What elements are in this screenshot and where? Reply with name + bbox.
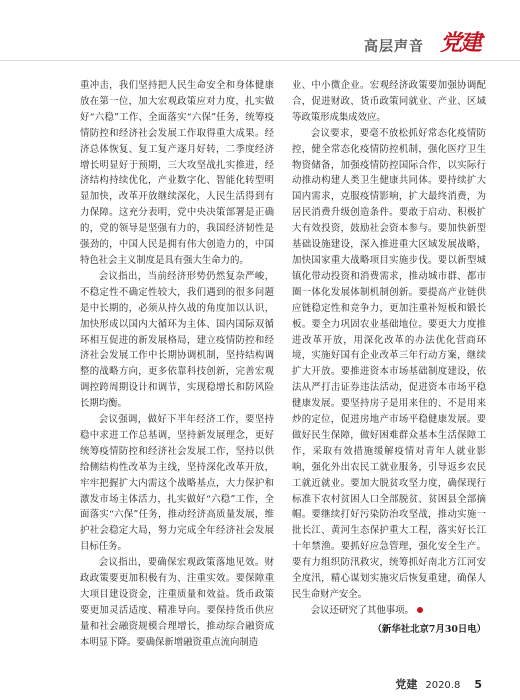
paragraph: 会议强调，做好下半年经济工作，要坚持稳中求进工作总基调，坚持新发展理念，更好统筹疫情防控和经济社会发展工作，坚持以供给侧结构性改革为主线，坚持深化改革开放，牢牢把握扩大内需这个战略基点，大力保护和激发市场主体活力，扎实做好“六稳”工作，全面落实“六保”任务，推动经济高质量发展，维护社会稳定大局，努力完成全年经济社会发展目标任务。 — [80, 414, 274, 553]
closing-text: 会议还研究了其他事项。 — [310, 604, 414, 616]
footer-magazine-name: 党建 — [395, 678, 418, 691]
footer-issue: 2020.8 — [425, 680, 461, 691]
right-column — [292, 78, 486, 662]
page-header — [0, 0, 520, 62]
header-divider — [0, 60, 520, 61]
news-source: （新华社北京7月30日电） — [372, 623, 486, 635]
closing-paragraph — [292, 603, 486, 619]
page-number: 5 — [474, 678, 482, 691]
page-footer — [395, 676, 482, 692]
left-column — [80, 78, 274, 662]
magazine-logo: 党建 — [439, 30, 480, 56]
paragraph: 会议指出，要确保宏观政策落地见效。财政政策要更加积极有为、注重实效。要保障重大项目建设资金，注重质量和效益。货币政策要更加灵活适度、精准导向。要保持货币供应量和社会融资规模合理增长，推动综合融资成本明显下降。要确保新增融资重点流向制造 — [80, 557, 274, 648]
paragraph: 会议要求，要毫不放松抓好常态化疫情防控，健全常态化疫情防控机制，强化医疗卫生物资储备，加强疫情防控国际合作，以实际行动推动构建人类卫生健康共同体。要持续扩大国内需求，克服疫情影响，扩大最终消费，为居民消费升级创造条件。要敢于启动、积极扩大有效投资，鼓励社会资本参与。要加快新型基础设施建设，深入推进重大区域发展战略，加快国家重大战略项目实施步伐。要以新型城镇化带动投资和消费需求，推动城市群、都市圈一体化发展体制机制创新。要提高产业链供应链稳定性和竞争力，更加注重补短板和锻长板。要全力巩固农业基础地位。要更大力度推进改革开放，用深化改革的办法优化营商环境，实施好国有企业改革三年行动方案，继续扩大开放。要推进资本市场基础制度建设，依法从严打击证券违法活动，促进资本市场平稳健康发展。要坚持房子是用来住的、不是用来炒的定位，促进房地产市场平稳健康发展。要做好民生保障，做好困难群众基本生活保障工作，采取有效措施缓解疫情对青年人就业影响，强化外出农民工就业服务，引导返乡农民工就近就业。要加大脱贫攻坚力度，确保现行标准下农村贫困人口全部脱贫、贫困县全部摘帽。要继续打好污染防治攻坚战，推动实施一批长江、黄河生态保护重大工程，落实好长江十年禁渔。要抓好应急管理，强化安全生产。要有力组织防汛救灾，统筹抓好南北方江河安全度汛，精心谋划实施灾后恢复重建，确保人民生命财产安全。 — [292, 127, 486, 600]
article-body — [80, 78, 486, 662]
paragraph: 会议指出，当前经济形势仍然复杂严峻，不稳定性不确定性较大，我们遇到的很多问题是中长期的，必须从持久战的角度加以认识，加快形成以国内大循环为主体、国内国际双循环相互促进的新发展格局，建立疫情防控和经济社会发展工作中长期协调机制，坚持结构调整的战略方向，更多依靠科技创新，完善宏观调控跨周期设计和调节，实现稳增长和防风险长期均衡。 — [80, 270, 274, 410]
paragraph: 重冲击，我们坚持把人民生命安全和身体健康放在第一位，加大宏观政策应对力度，扎实做好“六稳”工作、全面落实“六保”任务，统筹疫情防控和经济社会发展工作取得重大成果。经济总体恢复、复工复产逐月好转，二季度经济增长明显好于预期，三大攻坚战扎实推进，经济结构持续优化，产业数字化、智能化转型明显加快，改革开放继续深化，人民生活得到有力保障。这充分表明，党中央决策部署是正确的，党的领导是坚强有力的，我国经济韧性是强劲的，中国人民是拥有伟大创造力的，中国特色社会主义制度是具有强大生命力的。 — [80, 80, 274, 266]
paragraph: 业、中小微企业。宏观经济政策要加强协调配合，促进财政、货币政策同就业、产业、区域等政策形成集成效应。 — [292, 80, 486, 123]
end-mark-icon — [417, 607, 423, 613]
section-title: 高层声音 — [364, 39, 424, 55]
